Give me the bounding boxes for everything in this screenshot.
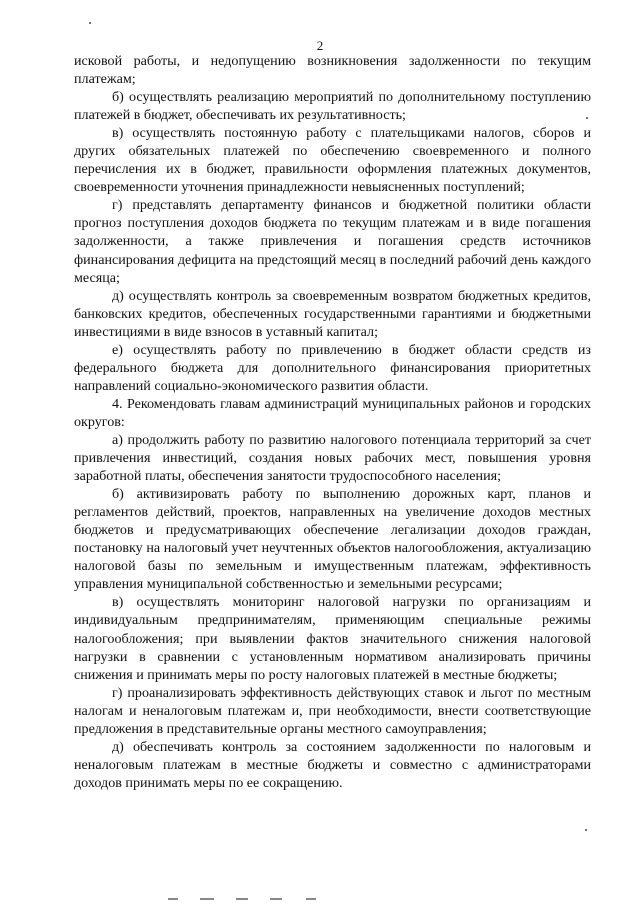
scan-speck <box>585 829 587 831</box>
scan-mark <box>168 898 178 900</box>
paragraph-item-d: д) обеспечивать контроль за состоянием задолженности по налоговым и неналоговым платежам в местные бюджеты и совместно с администраторами доходов принимать меры по ее сокращению. <box>74 738 591 791</box>
scan-mark <box>270 898 282 900</box>
scan-artifact-marks <box>160 895 360 905</box>
scan-mark <box>236 898 248 900</box>
paragraph-item-v: в) осуществлять мониторинг налоговой нагрузки по организациям и индивидуальным предпринимателям, применяющим специальные режимы налогообложения; при выявлении фактов значительного снижения налоговой нагрузки в сравнении с установленным нормативом анализировать причины снижения и принимать меры по росту налоговых платежей в местные бюджеты; <box>74 594 591 683</box>
paragraph-item-v: в) осуществлять постоянную работу с плательщиками налогов, сборов и других обязательных платежей по обеспечению своевременного и полного перечисления их в бюджет, правильности оформления платежных документов, своевременности уточнения принадлежности невыясненных поступлений; <box>74 125 591 196</box>
document-body <box>74 52 591 792</box>
paragraph-item-g: г) проанализировать эффективность действующих ставок и льгот по местным налогам и неналоговым платежам и, при необходимости, внести соответствующие предложения в представительные органы местного самоуправления; <box>74 684 591 737</box>
paragraph-item-a: а) продолжить работу по развитию налогового потенциала территорий за счет привлечения инвестиций, создания новых рабочих мест, повышения уровня заработной платы, обеспечения занятости трудоспособного населения; <box>74 431 591 485</box>
paragraph-item-d: д) осуществлять контроль за своевременным возвратом бюджетных кредитов, банковских кредитов, обеспеченных государственными гарантиями и бюджетными инвестициями в виде взносов в уставный капитал; <box>74 287 591 340</box>
paragraph-item-e: е) осуществлять работу по привлечению в бюджет области средств из федерального бюджета для дополнительного финансирования приоритетных направлений социально-экономического развития области. <box>74 341 591 394</box>
scan-mark <box>306 898 316 900</box>
paragraph-section-4: 4. Рекомендовать главам администраций муниципальных районов и городских округов: <box>74 395 591 430</box>
scan-speck <box>89 22 91 24</box>
scan-mark <box>200 898 214 900</box>
page-number: 2 <box>316 38 324 53</box>
paragraph-item-b: б) активизировать работу по выполнению дорожных карт, планов и регламентов действий, проектов, направленных на увеличение доходов местных бюджетов и предусматривающих обеспечение легализации доходов граждан, постановку на налоговый учет неучтенных объектов налогообложения, актуализацию налоговой базы по земельным и имущественным платежам, эффективность управления муниципальной собственностью и земельными ресурсами; <box>74 486 591 593</box>
paragraph-item-b: б) осуществлять реализацию мероприятий по дополнительному поступлению платежей в бюджет, обеспечивать их результативность; <box>74 89 591 124</box>
paragraph-item-g: г) представлять департаменту финансов и бюджетной политики области прогноз поступления доходов бюджета по текущим платежам и в виде погашения задолженности, а также привлечения и погашения средств источников финансирования дефицита на предстоящий месяц в последний рабочий день каждого месяца; <box>74 197 591 286</box>
paragraph-continuation: исковой работы, и недопущению возникновения задолженности по текущим платежам; <box>74 53 591 88</box>
